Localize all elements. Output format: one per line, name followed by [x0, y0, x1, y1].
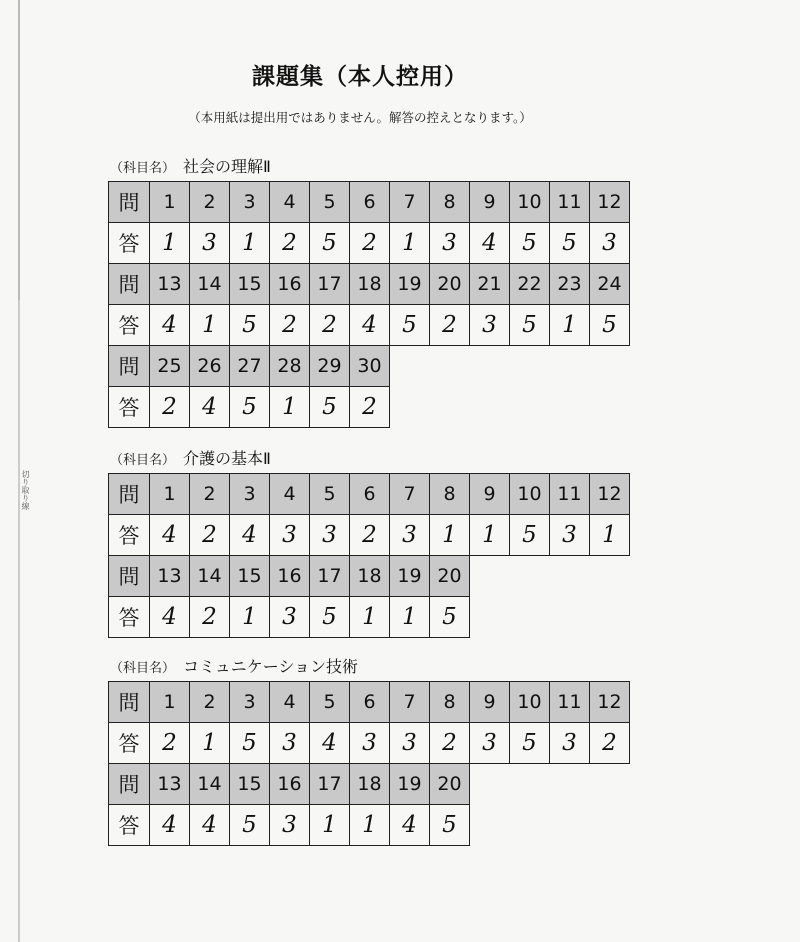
- handwritten-answer-cell: 5: [310, 223, 350, 264]
- empty-cell: [550, 764, 590, 805]
- handwritten-answer-cell: 3: [590, 223, 630, 264]
- handwritten-answer-cell: 1: [470, 515, 510, 556]
- question-number-cell: 28: [270, 346, 310, 387]
- empty-cell: [510, 764, 550, 805]
- answer-row: [109, 223, 630, 264]
- paper-edge-line: [18, 300, 20, 942]
- question-number-cell: 5: [310, 682, 350, 723]
- question-number-cell: 9: [470, 182, 510, 223]
- handwritten-answer-cell: 2: [270, 223, 310, 264]
- empty-cell: [470, 597, 510, 638]
- handwritten-answer-cell: 1: [190, 723, 230, 764]
- handwritten-answer-cell: 4: [230, 515, 270, 556]
- empty-cell: [550, 556, 590, 597]
- empty-cell: [510, 387, 550, 428]
- subject-name: 介護の基本Ⅱ: [183, 449, 271, 468]
- question-number-cell: 8: [430, 474, 470, 515]
- handwritten-answer-cell: 2: [430, 723, 470, 764]
- question-number-cell: 6: [350, 182, 390, 223]
- question-number-cell: 19: [390, 556, 430, 597]
- handwritten-answer-cell: 5: [510, 723, 550, 764]
- handwritten-answer-cell: 3: [550, 515, 590, 556]
- handwritten-answer-cell: 5: [230, 805, 270, 846]
- question-number-cell: 3: [230, 182, 270, 223]
- question-number-cell: 20: [430, 264, 470, 305]
- question-row: [109, 556, 630, 597]
- answer-row: [109, 723, 630, 764]
- question-number-cell: 1: [150, 682, 190, 723]
- handwritten-answer-cell: 4: [150, 515, 190, 556]
- question-header-cell: 問: [109, 764, 150, 805]
- subject-heading-2: [110, 446, 271, 469]
- answer-row: [109, 387, 630, 428]
- handwritten-answer-cell: 5: [230, 387, 270, 428]
- handwritten-answer-cell: 5: [430, 805, 470, 846]
- empty-cell: [470, 556, 510, 597]
- question-header-cell: 問: [109, 346, 150, 387]
- question-number-cell: 3: [230, 682, 270, 723]
- handwritten-answer-cell: 3: [310, 515, 350, 556]
- question-number-cell: 1: [150, 182, 190, 223]
- paper-edge-line: [18, 0, 20, 300]
- handwritten-answer-cell: 4: [390, 805, 430, 846]
- question-number-cell: 20: [430, 556, 470, 597]
- question-number-cell: 14: [190, 264, 230, 305]
- subject-label: （科目名）: [110, 453, 176, 468]
- question-header-cell: 問: [109, 182, 150, 223]
- handwritten-answer-cell: 3: [270, 805, 310, 846]
- handwritten-answer-cell: 4: [310, 723, 350, 764]
- cut-line-label: 切り取り線: [21, 470, 30, 510]
- question-number-cell: 19: [390, 764, 430, 805]
- question-number-cell: 9: [470, 682, 510, 723]
- question-number-cell: 12: [590, 182, 630, 223]
- handwritten-answer-cell: 1: [350, 597, 390, 638]
- question-row: [109, 764, 630, 805]
- answer-header-cell: 答: [109, 387, 150, 428]
- handwritten-answer-cell: 2: [350, 223, 390, 264]
- question-number-cell: 13: [150, 264, 190, 305]
- empty-cell: [390, 387, 430, 428]
- handwritten-answer-cell: 3: [390, 515, 430, 556]
- empty-cell: [590, 764, 630, 805]
- empty-cell: [510, 805, 550, 846]
- question-number-cell: 22: [510, 264, 550, 305]
- question-number-cell: 29: [310, 346, 350, 387]
- handwritten-answer-cell: 1: [350, 805, 390, 846]
- empty-cell: [590, 805, 630, 846]
- question-number-cell: 4: [270, 182, 310, 223]
- question-number-cell: 6: [350, 682, 390, 723]
- empty-cell: [430, 346, 470, 387]
- question-number-cell: 1: [150, 474, 190, 515]
- answer-header-cell: 答: [109, 597, 150, 638]
- question-number-cell: 5: [310, 182, 350, 223]
- handwritten-answer-cell: 1: [590, 515, 630, 556]
- empty-cell: [510, 597, 550, 638]
- empty-cell: [590, 556, 630, 597]
- handwritten-answer-cell: 2: [150, 723, 190, 764]
- handwritten-answer-cell: 1: [230, 223, 270, 264]
- question-number-cell: 16: [270, 556, 310, 597]
- question-number-cell: 17: [310, 556, 350, 597]
- handwritten-answer-cell: 5: [230, 305, 270, 346]
- question-row: [109, 182, 630, 223]
- page-title: 課題集（本人控用）: [252, 64, 468, 90]
- handwritten-answer-cell: 5: [510, 223, 550, 264]
- empty-cell: [550, 805, 590, 846]
- question-number-cell: 15: [230, 556, 270, 597]
- question-number-cell: 17: [310, 264, 350, 305]
- empty-cell: [470, 346, 510, 387]
- empty-cell: [510, 556, 550, 597]
- answer-header-cell: 答: [109, 723, 150, 764]
- question-number-cell: 14: [190, 764, 230, 805]
- handwritten-answer-cell: 2: [350, 515, 390, 556]
- question-number-cell: 19: [390, 264, 430, 305]
- handwritten-answer-cell: 1: [190, 305, 230, 346]
- question-number-cell: 18: [350, 264, 390, 305]
- question-number-cell: 12: [590, 682, 630, 723]
- question-number-cell: 20: [430, 764, 470, 805]
- empty-cell: [590, 346, 630, 387]
- empty-cell: [550, 387, 590, 428]
- empty-cell: [590, 387, 630, 428]
- answer-header-cell: 答: [109, 223, 150, 264]
- handwritten-answer-cell: 3: [270, 515, 310, 556]
- handwritten-answer-cell: 1: [430, 515, 470, 556]
- empty-cell: [470, 387, 510, 428]
- handwritten-answer-cell: 1: [550, 305, 590, 346]
- question-number-cell: 12: [590, 474, 630, 515]
- handwritten-answer-cell: 5: [310, 387, 350, 428]
- handwritten-answer-cell: 4: [470, 223, 510, 264]
- question-number-cell: 8: [430, 182, 470, 223]
- question-number-cell: 7: [390, 474, 430, 515]
- question-number-cell: 15: [230, 264, 270, 305]
- handwritten-answer-cell: 2: [350, 387, 390, 428]
- question-number-cell: 9: [470, 474, 510, 515]
- question-number-cell: 4: [270, 682, 310, 723]
- handwritten-answer-cell: 3: [550, 723, 590, 764]
- handwritten-answer-cell: 3: [270, 597, 310, 638]
- question-row: [109, 346, 630, 387]
- empty-cell: [590, 597, 630, 638]
- question-number-cell: 16: [270, 264, 310, 305]
- question-number-cell: 11: [550, 474, 590, 515]
- handwritten-answer-cell: 3: [430, 223, 470, 264]
- answer-row: [109, 597, 630, 638]
- answer-grid-care-basics: [108, 473, 630, 638]
- handwritten-answer-cell: 4: [150, 597, 190, 638]
- handwritten-answer-cell: 3: [350, 723, 390, 764]
- question-number-cell: 2: [190, 682, 230, 723]
- empty-cell: [470, 805, 510, 846]
- handwritten-answer-cell: 1: [230, 597, 270, 638]
- question-number-cell: 7: [390, 682, 430, 723]
- handwritten-answer-cell: 5: [390, 305, 430, 346]
- question-header-cell: 問: [109, 556, 150, 597]
- subject-heading-1: [110, 154, 271, 177]
- handwritten-answer-cell: 1: [270, 387, 310, 428]
- question-number-cell: 26: [190, 346, 230, 387]
- question-number-cell: 11: [550, 182, 590, 223]
- question-number-cell: 13: [150, 556, 190, 597]
- question-number-cell: 5: [310, 474, 350, 515]
- handwritten-answer-cell: 1: [310, 805, 350, 846]
- answer-grid-social-understanding: [108, 181, 630, 428]
- answer-header-cell: 答: [109, 515, 150, 556]
- answer-header-cell: 答: [109, 805, 150, 846]
- handwritten-answer-cell: 2: [190, 597, 230, 638]
- handwritten-answer-cell: 2: [590, 723, 630, 764]
- subject-heading-3: [110, 654, 358, 677]
- handwritten-answer-cell: 5: [510, 305, 550, 346]
- question-header-cell: 問: [109, 474, 150, 515]
- handwritten-answer-cell: 1: [390, 223, 430, 264]
- handwritten-answer-cell: 2: [190, 515, 230, 556]
- question-number-cell: 8: [430, 682, 470, 723]
- question-number-cell: 27: [230, 346, 270, 387]
- question-number-cell: 10: [510, 474, 550, 515]
- handwritten-answer-cell: 3: [470, 305, 510, 346]
- answer-row: [109, 515, 630, 556]
- empty-cell: [510, 346, 550, 387]
- question-header-cell: 問: [109, 682, 150, 723]
- question-row: [109, 474, 630, 515]
- question-number-cell: 3: [230, 474, 270, 515]
- question-number-cell: 23: [550, 264, 590, 305]
- handwritten-answer-cell: 3: [270, 723, 310, 764]
- handwritten-answer-cell: 5: [550, 223, 590, 264]
- question-number-cell: 13: [150, 764, 190, 805]
- empty-cell: [430, 387, 470, 428]
- question-number-cell: 4: [270, 474, 310, 515]
- question-number-cell: 2: [190, 474, 230, 515]
- answer-row: [109, 805, 630, 846]
- handwritten-answer-cell: 4: [150, 805, 190, 846]
- handwritten-answer-cell: 5: [510, 515, 550, 556]
- question-number-cell: 21: [470, 264, 510, 305]
- handwritten-answer-cell: 2: [270, 305, 310, 346]
- question-header-cell: 問: [109, 264, 150, 305]
- handwritten-answer-cell: 4: [190, 387, 230, 428]
- handwritten-answer-cell: 2: [310, 305, 350, 346]
- question-number-cell: 24: [590, 264, 630, 305]
- empty-cell: [550, 346, 590, 387]
- question-number-cell: 17: [310, 764, 350, 805]
- question-number-cell: 25: [150, 346, 190, 387]
- question-number-cell: 14: [190, 556, 230, 597]
- empty-cell: [390, 346, 430, 387]
- question-number-cell: 15: [230, 764, 270, 805]
- page-subtitle: （本用紙は提出用ではありません。解答の控えとなります。）: [188, 110, 532, 125]
- question-row: [109, 264, 630, 305]
- subject-name: コミュニケーション技術: [183, 657, 359, 676]
- subject-label: （科目名）: [110, 161, 176, 176]
- handwritten-answer-cell: 5: [310, 597, 350, 638]
- question-number-cell: 10: [510, 682, 550, 723]
- subject-label: （科目名）: [110, 661, 176, 676]
- handwritten-answer-cell: 5: [430, 597, 470, 638]
- handwritten-answer-cell: 1: [390, 597, 430, 638]
- answer-header-cell: 答: [109, 305, 150, 346]
- handwritten-answer-cell: 4: [190, 805, 230, 846]
- question-number-cell: 7: [390, 182, 430, 223]
- question-number-cell: 11: [550, 682, 590, 723]
- answer-grid-communication: [108, 681, 630, 846]
- answer-row: [109, 305, 630, 346]
- question-number-cell: 16: [270, 764, 310, 805]
- question-number-cell: 18: [350, 764, 390, 805]
- subject-name: 社会の理解Ⅱ: [183, 157, 271, 176]
- handwritten-answer-cell: 5: [590, 305, 630, 346]
- handwritten-answer-cell: 4: [150, 305, 190, 346]
- handwritten-answer-cell: 2: [430, 305, 470, 346]
- handwritten-answer-cell: 1: [150, 223, 190, 264]
- question-number-cell: 18: [350, 556, 390, 597]
- handwritten-answer-cell: 4: [350, 305, 390, 346]
- question-number-cell: 10: [510, 182, 550, 223]
- handwritten-answer-cell: 3: [390, 723, 430, 764]
- question-number-cell: 6: [350, 474, 390, 515]
- empty-cell: [470, 764, 510, 805]
- handwritten-answer-cell: 5: [230, 723, 270, 764]
- question-number-cell: 30: [350, 346, 390, 387]
- empty-cell: [550, 597, 590, 638]
- handwritten-answer-cell: 3: [190, 223, 230, 264]
- question-row: [109, 682, 630, 723]
- handwritten-answer-cell: 2: [150, 387, 190, 428]
- question-number-cell: 2: [190, 182, 230, 223]
- handwritten-answer-cell: 3: [470, 723, 510, 764]
